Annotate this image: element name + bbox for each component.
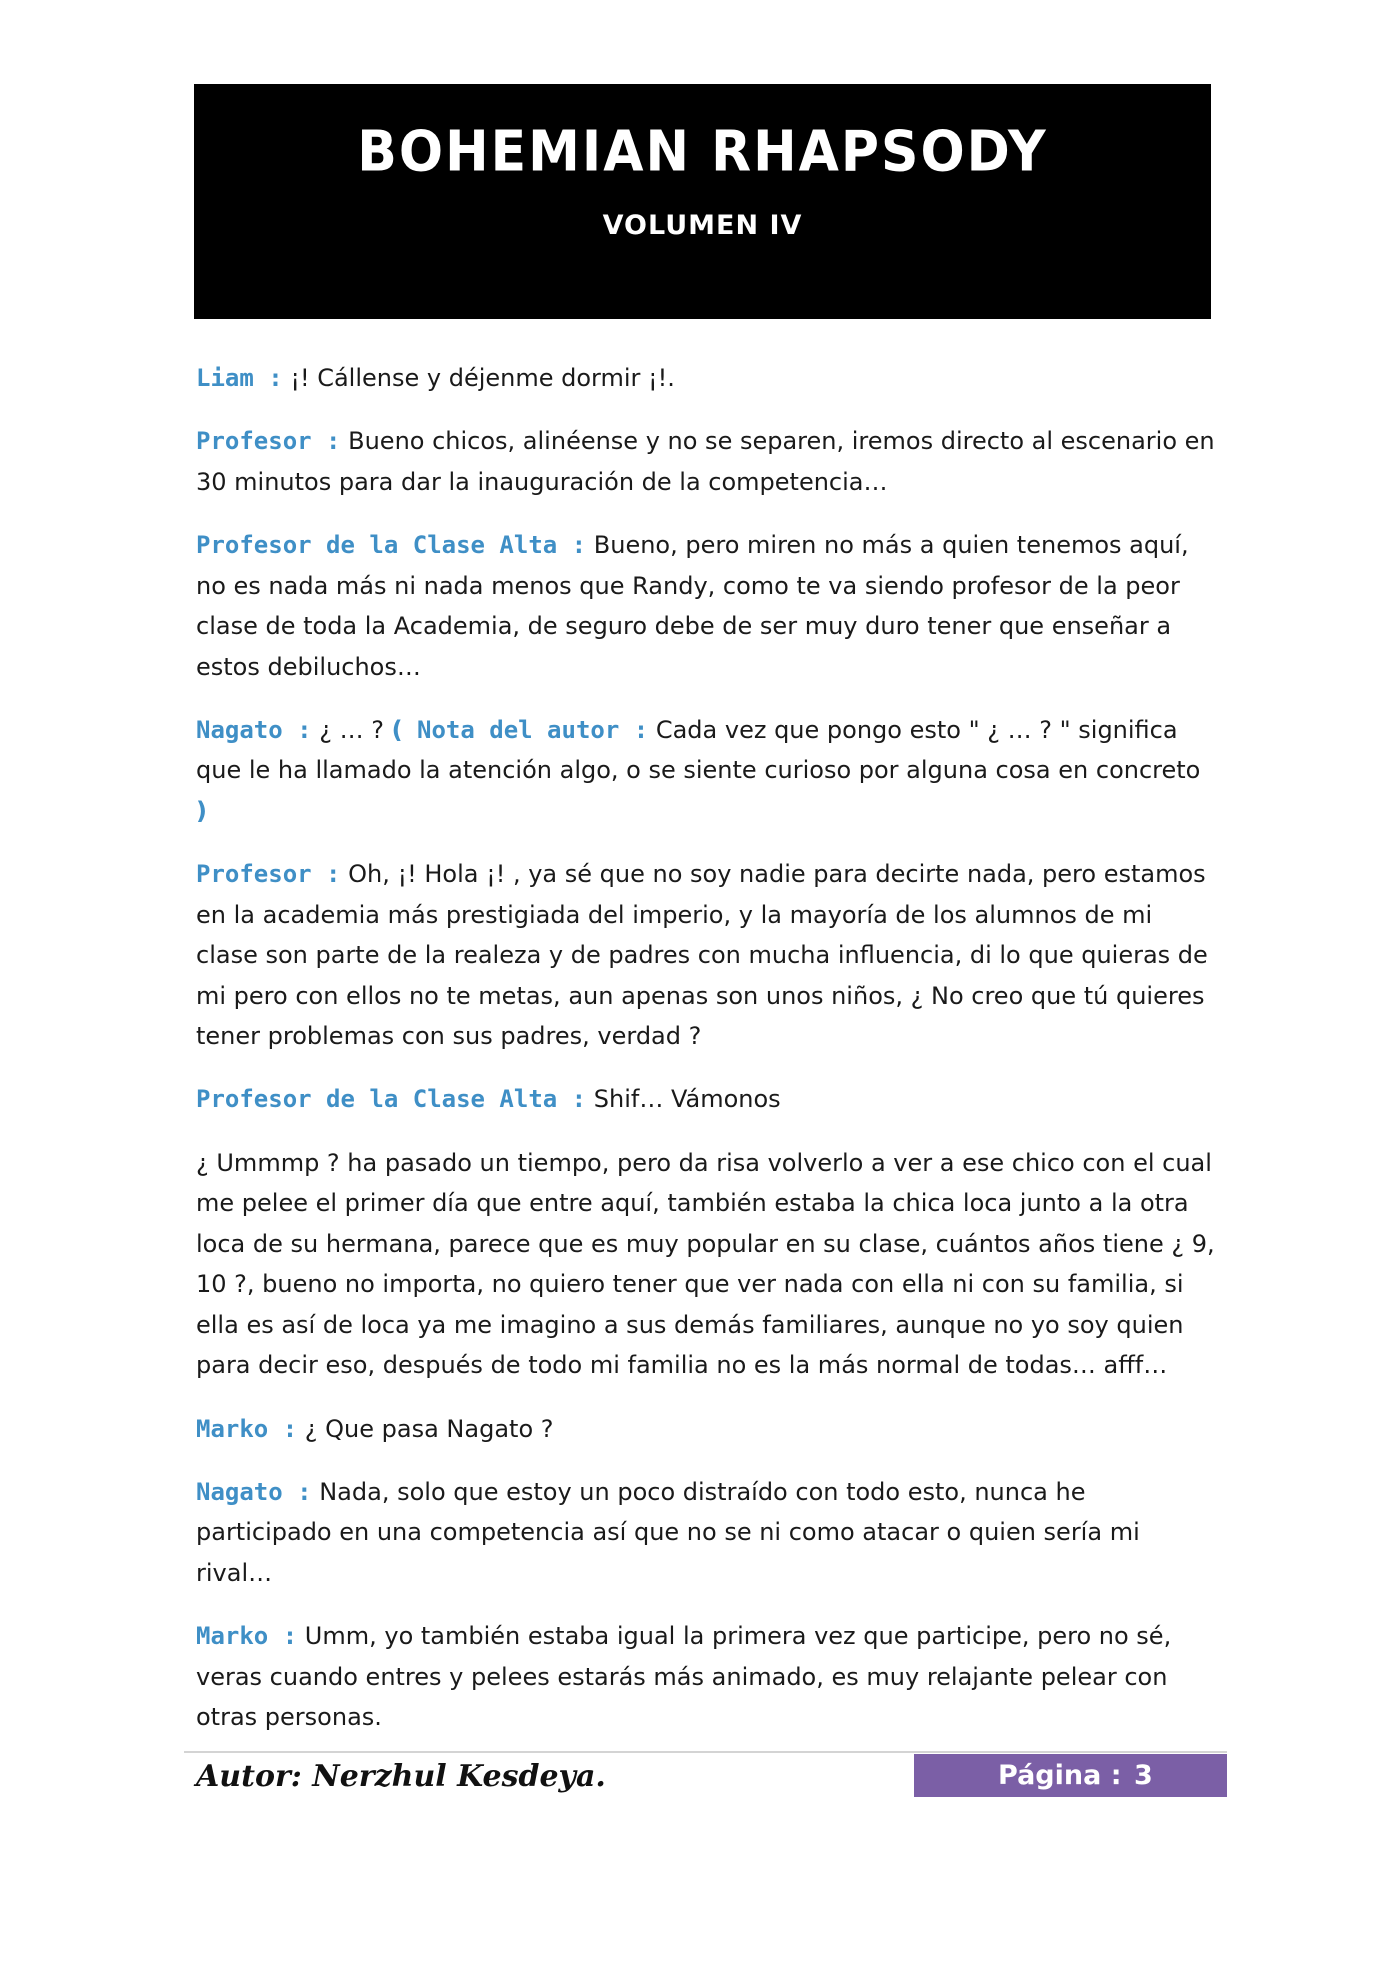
paragraph-text: Bueno, pero miren no más a quien tenemos aquí, no es nada más ni nada menos que Randy, como te va siendo profesor de la peor clase de toda la Academia, de seguro debe de ser muy duro tener que enseñar a estos debiluchos…: [196, 531, 1189, 681]
speaker-name: Profesor :: [196, 860, 341, 889]
paragraph-text: Umm, yo también estaba igual la primera vez que participe, pero no sé, veras cuando entres y pelees estarás más animado, es muy relajante pelear con otras personas.: [196, 1622, 1172, 1732]
speaker-name: Nagato :: [196, 1477, 312, 1506]
dialogue-paragraph: [196, 358, 1216, 399]
dialogue-paragraph: [196, 525, 1216, 687]
speaker-name: Marko :: [196, 1622, 298, 1651]
paragraph-text: ¿ Que pasa Nagato ?: [297, 1414, 554, 1443]
page-label: Página :: [998, 1760, 1122, 1791]
paragraph-text: Shif… Vámonos: [586, 1085, 781, 1114]
dialogue-paragraph: [196, 1472, 1216, 1594]
page-number: 3: [1134, 1760, 1153, 1791]
page-content: [196, 358, 1216, 1760]
speaker-name: Liam :: [196, 364, 283, 392]
speaker-name: Marko :: [196, 1414, 298, 1443]
paragraph-text: ¿ … ?: [311, 715, 392, 744]
narration-paragraph: [196, 1143, 1216, 1386]
page-number-box: [914, 1754, 1227, 1797]
document-subtitle: VOLUMEN IV: [602, 210, 803, 241]
footer-divider: [184, 1751, 1227, 1753]
speaker-name: Profesor :: [196, 427, 341, 456]
dialogue-paragraph: [196, 1409, 1216, 1450]
dialogue-paragraph: [196, 421, 1216, 502]
author-note-close: ): [196, 796, 207, 825]
footer-author: Autor: Nerzhul Kesdeya.: [196, 1759, 606, 1794]
author-note-open: (: [391, 715, 403, 744]
author-note-text: Cada vez que pongo esto " ¿ … ? " significa que le ha llamado la atención algo, o se siente curioso por alguna cosa en concreto: [196, 715, 1201, 785]
header-banner: [194, 84, 1211, 319]
paragraph-text: Nada, solo que estoy un poco distraído con todo esto, nunca he participado en una competencia así que no se ni como atacar o quien sería mi rival…: [196, 1477, 1140, 1587]
document-title: BOHEMIAN RHAPSODY: [357, 119, 1048, 185]
paragraph-text: Oh, ¡! Hola ¡! , ya sé que no soy nadie para decirte nada, pero estamos en la academia más prestigiada del imperio, y la mayoría de los alumnos de mi clase son parte de la realeza y de padres con mucha influencia, di lo que quieras de mi pero con ellos no te metas, aun apenas son unos niños, ¿ No creo que tú quieres tener problemas con sus padres, verdad ?: [196, 860, 1208, 1051]
paragraph-text: ¡! Cállense y déjenme dormir ¡!.: [282, 364, 675, 392]
paragraph-text: ¿ Ummmp ? ha pasado un tiempo, pero da risa volverlo a ver a ese chico con el cual me pelee el primer día que entre aquí, también estaba la chica loca junto a la otra loca de su hermana, parece que es muy popular en su clase, cuántos años tiene ¿ 9, 10 ?, bueno no importa, no quiero tener que ver nada con ella ni con su familia, si ella es así de loca ya me imagino a sus demás familiares, aunque no yo soy quien para decir eso, después de todo mi familia no es la más normal de todas… afff…: [196, 1148, 1215, 1380]
dialogue-paragraph: [196, 1616, 1216, 1738]
paragraph-text: Bueno chicos, alinéense y no se separen, iremos directo al escenario en 30 minutos para dar la inauguración de la competencia…: [196, 427, 1215, 496]
speaker-name: Profesor de la Clase Alta :: [196, 531, 587, 560]
speaker-name: Profesor de la Clase Alta :: [196, 1085, 587, 1114]
dialogue-paragraph: [196, 854, 1216, 1057]
author-note-label: Nota del autor :: [402, 715, 649, 744]
speaker-name: Nagato :: [196, 715, 312, 744]
dialogue-paragraph: [196, 710, 1216, 832]
dialogue-paragraph: [196, 1079, 1216, 1120]
